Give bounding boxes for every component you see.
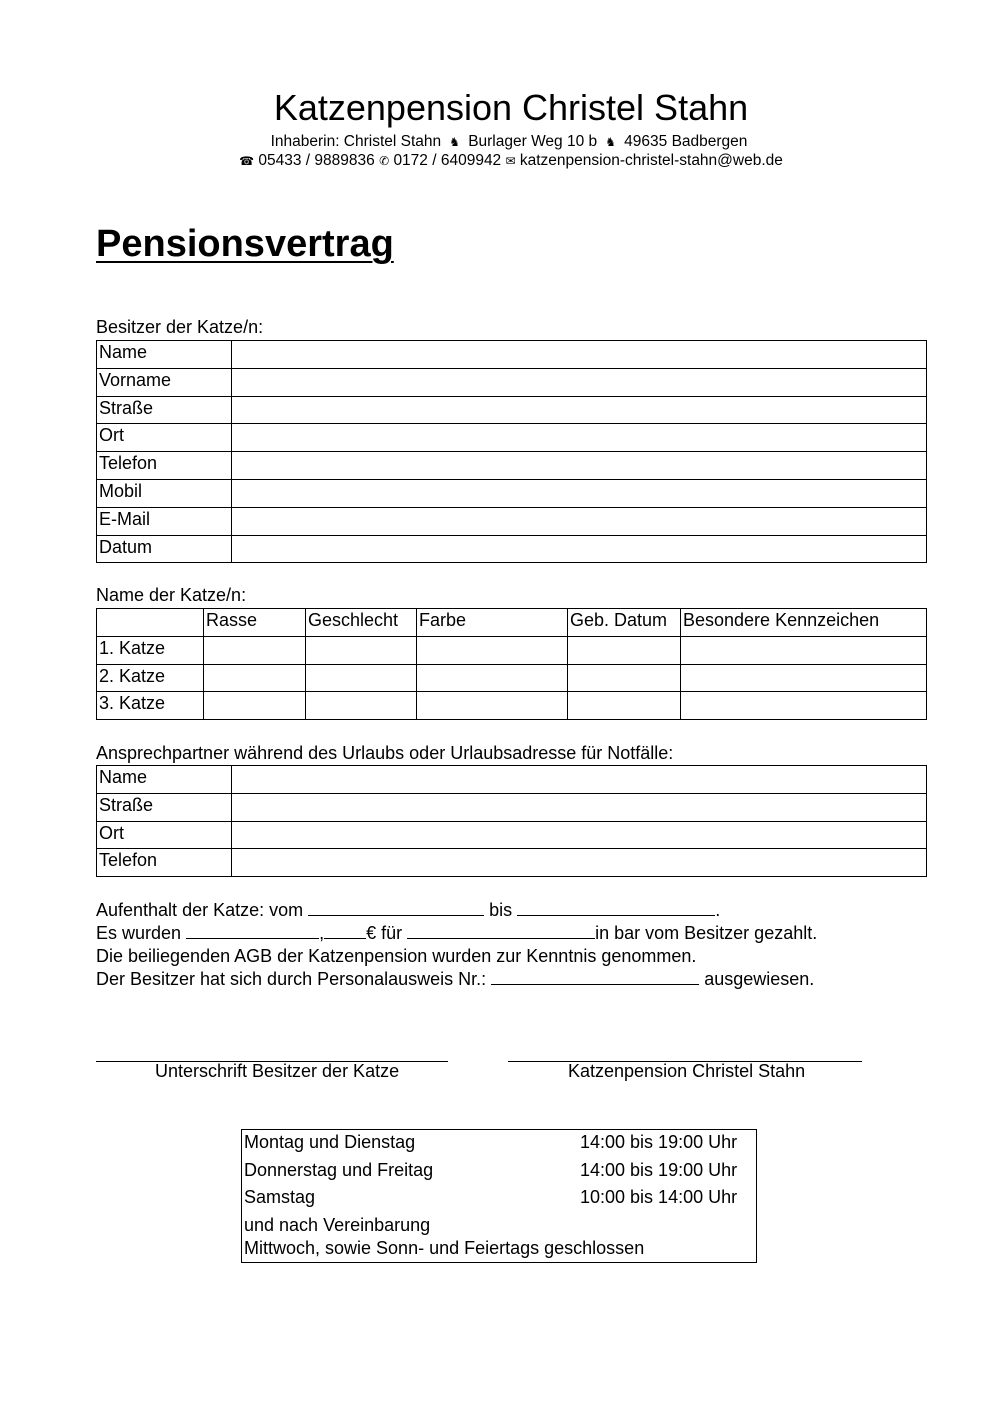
letterhead-address xyxy=(0,132,992,152)
cats-table xyxy=(96,608,927,720)
letterhead-title: Katzenpension Christel Stahn xyxy=(273,87,749,128)
hours-days: Donnerstag und Freitag xyxy=(244,1160,434,1180)
cat-icon: ♞ xyxy=(445,135,464,149)
cats-row xyxy=(97,692,927,720)
owner-row xyxy=(97,452,927,480)
id-suffix: ausgewiesen. xyxy=(704,969,815,989)
cats-column-header: Rasse xyxy=(204,609,306,637)
cats-row xyxy=(97,636,927,664)
cats-header-row xyxy=(97,609,927,637)
telephone-icon: ☎ xyxy=(239,154,255,168)
paid-comma: , xyxy=(319,923,325,943)
contact-section-label: Ansprechpartner während des Urlaubs oder Urlaubsadresse für Notfälle: xyxy=(96,743,674,763)
cats-value-cell[interactable] xyxy=(417,664,568,692)
payment-line xyxy=(96,922,817,945)
cats-row-label: 2. Katze xyxy=(97,664,204,692)
cats-value-cell[interactable] xyxy=(204,664,306,692)
cats-value-cell[interactable] xyxy=(681,664,927,692)
cats-row-label: 1. Katze xyxy=(97,636,204,664)
id-number-field[interactable] xyxy=(491,968,699,985)
stay-from-field[interactable] xyxy=(308,899,484,916)
owner-row xyxy=(97,396,927,424)
owner-label-cell: Datum xyxy=(97,535,232,563)
contact-label-cell: Straße xyxy=(97,793,232,821)
email-text: katzenpension-christel-stahn@web.de xyxy=(519,152,783,169)
paid-euro: € für xyxy=(366,923,403,943)
hours-days: Montag und Dienstag xyxy=(244,1132,416,1152)
owner-signature-label: Unterschrift Besitzer der Katze xyxy=(155,1061,400,1081)
period-field[interactable] xyxy=(407,922,595,939)
owner-row xyxy=(97,507,927,535)
cats-value-cell[interactable] xyxy=(306,636,417,664)
owner-row xyxy=(97,368,927,396)
cats-row-label: 3. Katze xyxy=(97,692,204,720)
contact-label-cell: Name xyxy=(97,766,232,794)
contact-label-cell: Ort xyxy=(97,821,232,849)
cats-column-header xyxy=(97,609,204,637)
cats-value-cell[interactable] xyxy=(306,692,417,720)
contact-value-cell[interactable] xyxy=(232,793,927,821)
contact-row xyxy=(97,849,927,877)
agb-line: Die beiliegenden AGB der Katzenpension wurden zur Kenntnis genommen. xyxy=(96,946,697,966)
stay-to-field[interactable] xyxy=(517,899,715,916)
owner-text: Inhaberin: Christel Stahn xyxy=(270,133,442,150)
owner-value-cell[interactable] xyxy=(232,507,927,535)
owner-label-cell: Mobil xyxy=(97,479,232,507)
cats-value-cell[interactable] xyxy=(417,692,568,720)
stay-prefix: Aufenthalt der Katze: vom xyxy=(96,900,304,920)
owner-label-cell: E-Mail xyxy=(97,507,232,535)
contact-value-cell[interactable] xyxy=(232,821,927,849)
cats-row xyxy=(97,664,927,692)
stay-line xyxy=(96,899,720,922)
owner-row xyxy=(97,479,927,507)
hours-time: 10:00 bis 14:00 Uhr xyxy=(580,1187,738,1207)
owner-value-cell[interactable] xyxy=(232,396,927,424)
city-text: 49635 Badbergen xyxy=(624,133,748,150)
amount-field[interactable] xyxy=(186,922,319,939)
cats-value-cell[interactable] xyxy=(568,664,681,692)
cats-value-cell[interactable] xyxy=(681,636,927,664)
contract-heading: Pensionsvertrag xyxy=(96,223,394,265)
owner-label-cell: Ort xyxy=(97,424,232,452)
owner-label-cell: Telefon xyxy=(97,452,232,480)
cats-column-header: Geschlecht xyxy=(306,609,417,637)
owner-value-cell[interactable] xyxy=(232,368,927,396)
owner-table xyxy=(96,340,927,563)
cats-value-cell[interactable] xyxy=(417,636,568,664)
stay-end: . xyxy=(715,900,721,920)
contact-row xyxy=(97,766,927,794)
hours-closed-note: Mittwoch, sowie Sonn- und Feiertags geschlossen xyxy=(244,1238,645,1258)
owner-value-cell[interactable] xyxy=(232,452,927,480)
cats-value-cell[interactable] xyxy=(204,692,306,720)
hours-time: 14:00 bis 19:00 Uhr xyxy=(580,1132,738,1152)
phone-text: 05433 / 9889836 xyxy=(258,152,375,169)
hours-time: 14:00 bis 19:00 Uhr xyxy=(580,1160,738,1180)
cats-column-header: Besondere Kennzeichen xyxy=(681,609,927,637)
cats-value-cell[interactable] xyxy=(204,636,306,664)
street-text: Burlager Weg 10 b xyxy=(468,133,598,150)
id-prefix: Der Besitzer hat sich durch Personalausweis Nr.: xyxy=(96,969,487,989)
mobile-text: 0172 / 6409942 xyxy=(393,152,502,169)
owner-section-label: Besitzer der Katze/n: xyxy=(96,317,264,337)
owner-label-cell: Vorname xyxy=(97,368,232,396)
paid-suffix: in bar vom Besitzer gezahlt. xyxy=(595,923,818,943)
contact-row xyxy=(97,821,927,849)
owner-row xyxy=(97,535,927,563)
owner-row xyxy=(97,424,927,452)
cats-value-cell[interactable] xyxy=(568,636,681,664)
hours-note: und nach Vereinbarung xyxy=(244,1215,431,1235)
contact-value-cell[interactable] xyxy=(232,849,927,877)
owner-label-cell: Straße xyxy=(97,396,232,424)
contact-row xyxy=(97,793,927,821)
hours-days: Samstag xyxy=(244,1187,316,1207)
opening-hours-box xyxy=(241,1129,757,1263)
cats-value-cell[interactable] xyxy=(568,692,681,720)
cats-column-header: Farbe xyxy=(417,609,568,637)
stay-mid: bis xyxy=(489,900,513,920)
cats-value-cell[interactable] xyxy=(306,664,417,692)
paid-prefix: Es wurden xyxy=(96,923,182,943)
pension-signature-label: Katzenpension Christel Stahn xyxy=(568,1061,806,1081)
owner-row xyxy=(97,341,927,369)
letterhead-contact xyxy=(0,151,992,171)
owner-value-cell[interactable] xyxy=(232,479,927,507)
cents-field[interactable] xyxy=(324,922,366,939)
owner-value-cell[interactable] xyxy=(232,535,927,563)
contact-value-cell[interactable] xyxy=(232,766,927,794)
id-line xyxy=(96,968,814,991)
owner-value-cell[interactable] xyxy=(232,341,927,369)
cats-value-cell[interactable] xyxy=(681,692,927,720)
cat-icon: ♞ xyxy=(601,135,620,149)
mobile-phone-icon: ✆ xyxy=(379,154,390,168)
owner-label-cell: Name xyxy=(97,341,232,369)
contact-label-cell: Telefon xyxy=(97,849,232,877)
contact-table xyxy=(96,765,927,877)
owner-value-cell[interactable] xyxy=(232,424,927,452)
cats-column-header: Geb. Datum xyxy=(568,609,681,637)
cats-section-label: Name der Katze/n: xyxy=(96,585,247,605)
envelope-icon: ✉ xyxy=(505,154,516,168)
